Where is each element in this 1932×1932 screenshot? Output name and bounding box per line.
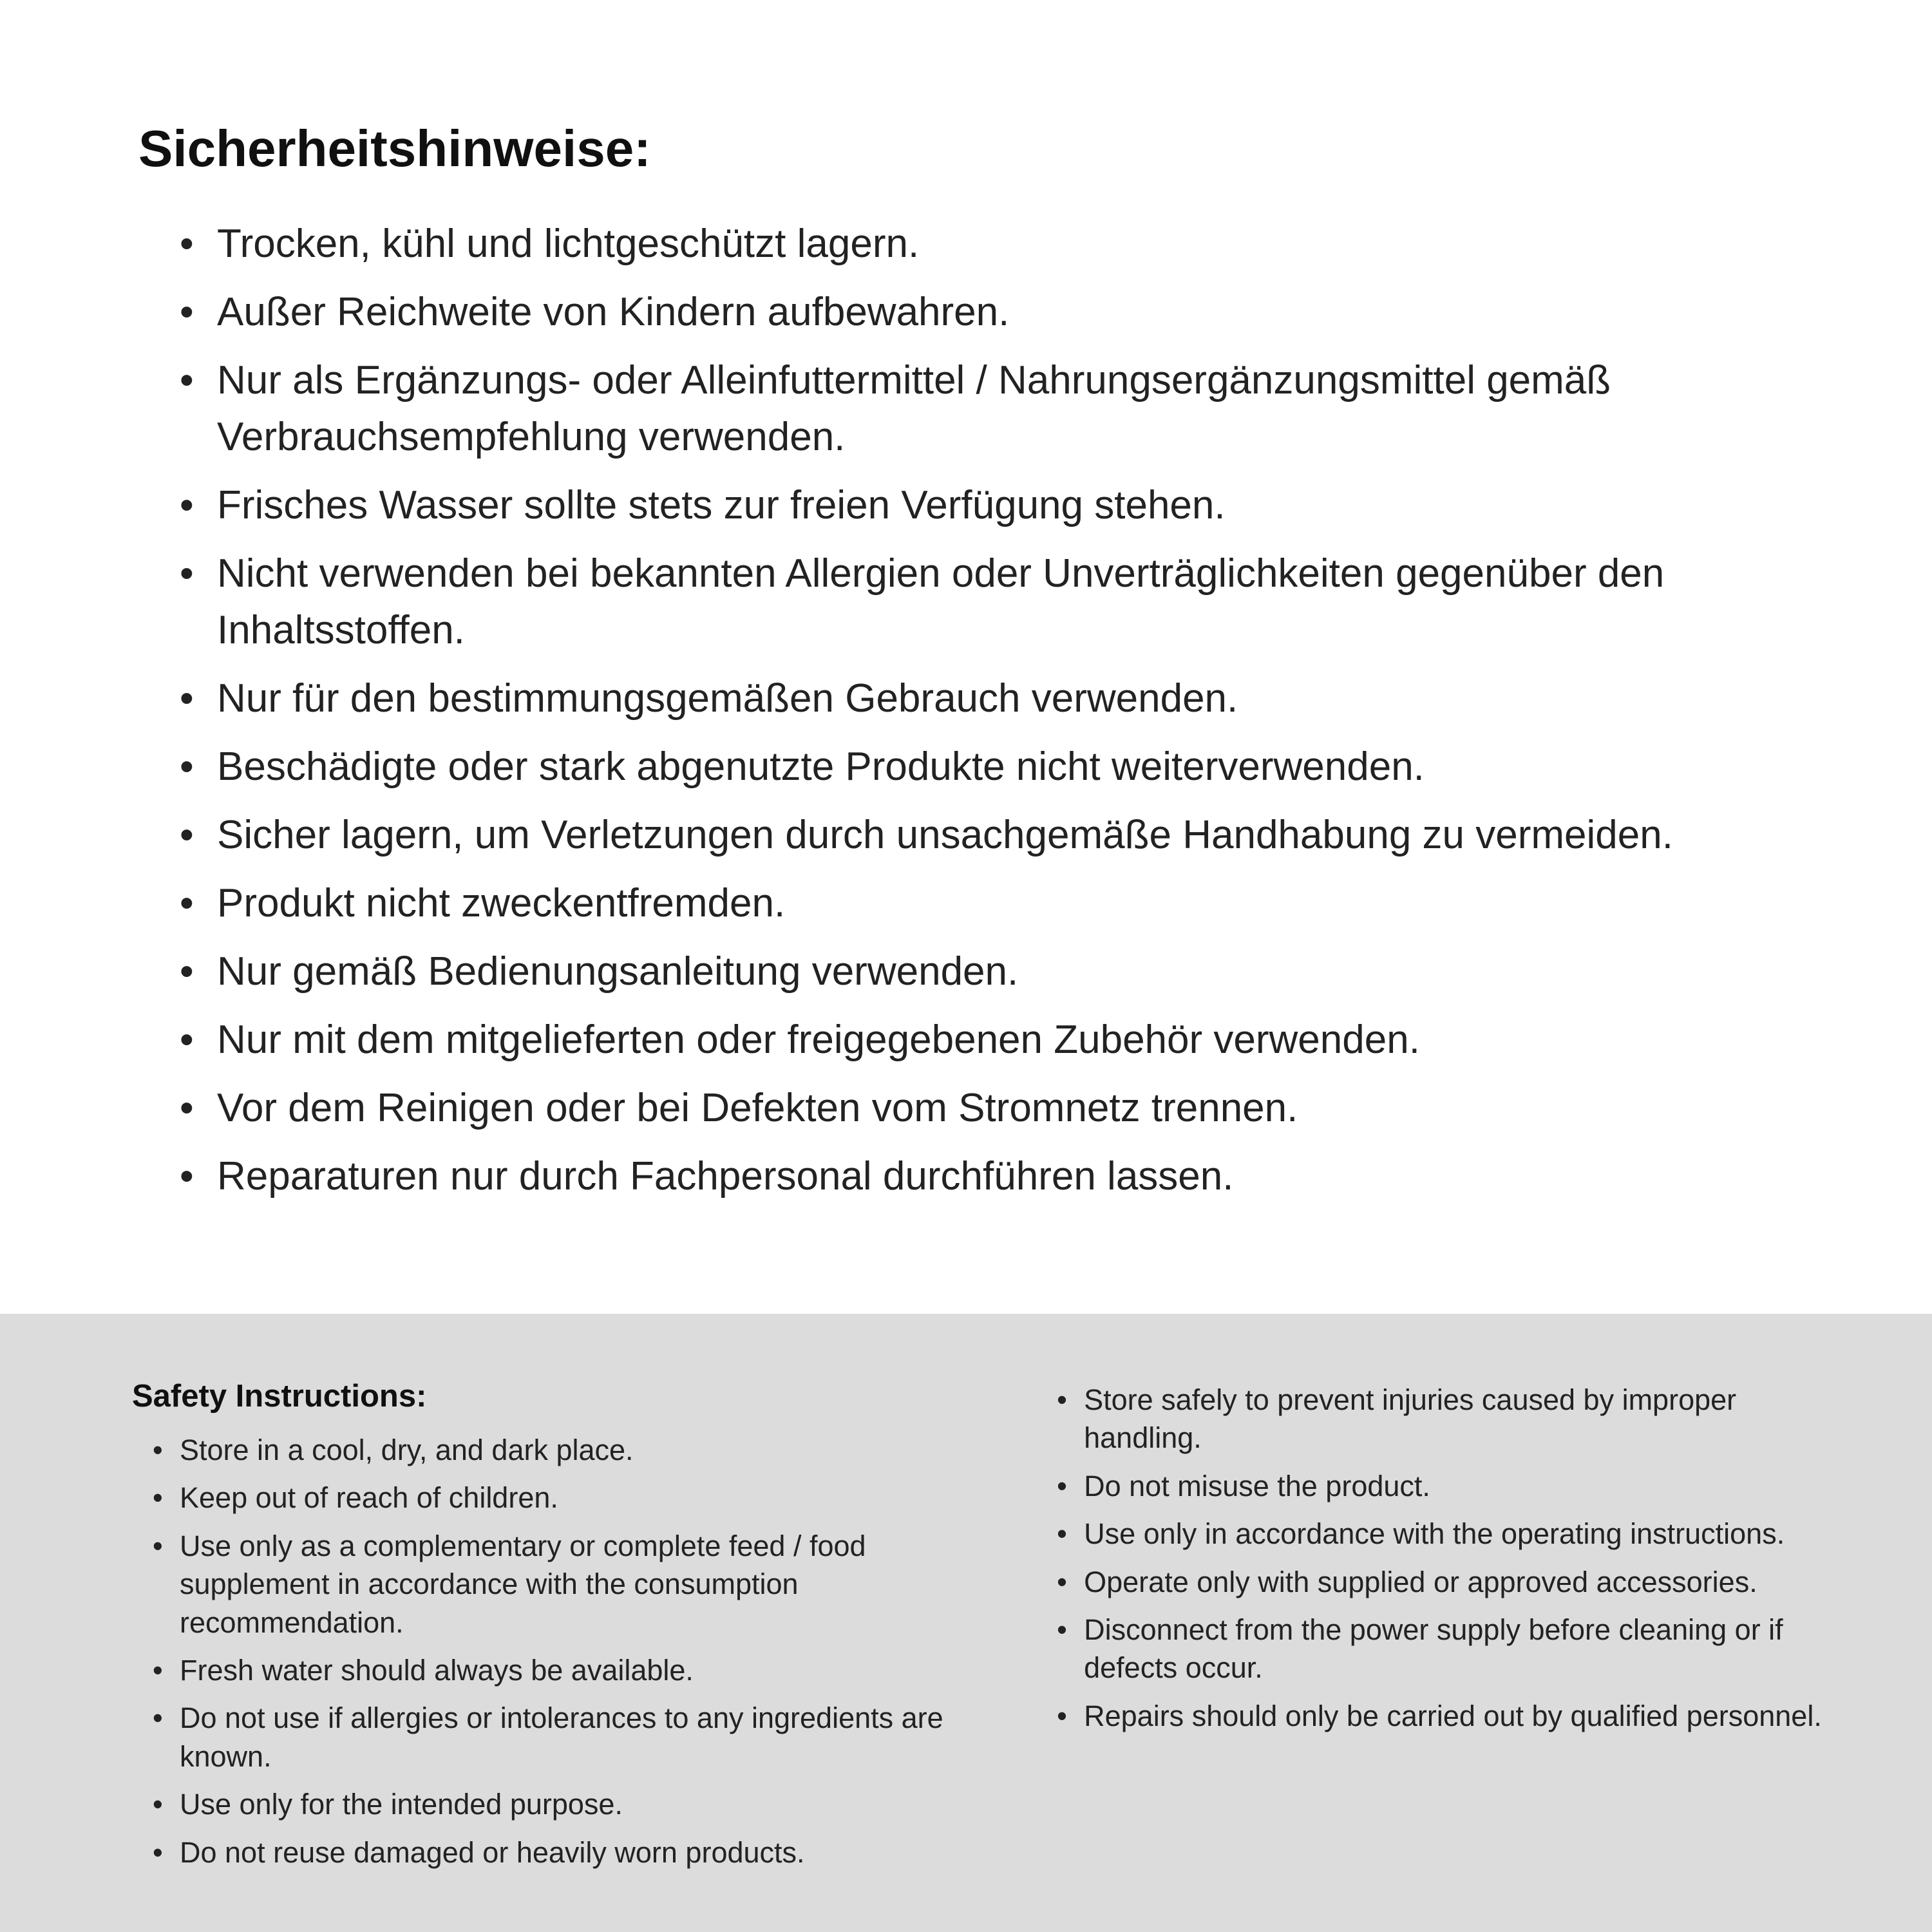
safety-item: • Keep out of reach of children.: [151, 1479, 969, 1517]
safety-item: • Nicht verwenden bei bekannten Allergien oder Unverträglichkeiten gegenüber den Inhaltsstoffen.: [176, 545, 1745, 659]
safety-item: • Fresh water should always be available.: [151, 1651, 969, 1689]
safety-item: • Reparaturen nur durch Fachpersonal durchführen lassen.: [176, 1148, 1745, 1205]
english-right-column: [1056, 1378, 1823, 1881]
safety-item: • Do not use if allergies or intolerances to any ingredients are known.: [151, 1699, 969, 1776]
safety-item: • Produkt nicht zweckentfremden.: [176, 875, 1745, 932]
safety-item: • Use only in accordance with the operating instructions.: [1056, 1515, 1823, 1553]
safety-item: • Do not reuse damaged or heavily worn products.: [151, 1833, 969, 1871]
safety-item: • Use only as a complementary or complete feed / food supplement in accordance with the consumption recommendation.: [151, 1527, 969, 1642]
safety-item: • Frisches Wasser sollte stets zur freien Verfügung stehen.: [176, 477, 1745, 534]
german-section-title: Sicherheitshinweise:: [138, 120, 651, 177]
english-columns: [132, 1378, 1823, 1881]
english-safety-list-right: [1056, 1381, 1823, 1735]
safety-item: • Vor dem Reinigen oder bei Defekten vom Stromnetz trennen.: [176, 1080, 1745, 1137]
safety-item: • Operate only with supplied or approved accessories.: [1056, 1563, 1823, 1601]
english-section-title: Safety Instructions:: [132, 1379, 427, 1414]
german-safety-list: [138, 216, 1745, 1205]
safety-item: • Use only for the intended purpose.: [151, 1785, 969, 1823]
safety-item: • Nur für den bestimmungsgemäßen Gebrauch verwenden.: [176, 670, 1745, 727]
safety-item: • Store safely to prevent injuries caused by improper handling.: [1056, 1381, 1823, 1457]
english-left-column: [132, 1378, 969, 1881]
english-safety-list-left: [132, 1431, 969, 1871]
safety-item: • Nur mit dem mitgelieferten oder freigegebenen Zubehör verwenden.: [176, 1012, 1745, 1068]
safety-item: • Do not misuse the product.: [1056, 1467, 1823, 1505]
safety-item: • Nur gemäß Bedienungsanleitung verwenden.: [176, 943, 1745, 1000]
safety-item: • Außer Reichweite von Kindern aufbewahren.: [176, 284, 1745, 341]
safety-item: • Store in a cool, dry, and dark place.: [151, 1431, 969, 1469]
safety-item: • Beschädigte oder stark abgenutzte Produkte nicht weiterverwenden.: [176, 739, 1745, 795]
safety-item: • Repairs should only be carried out by qualified personnel.: [1056, 1697, 1823, 1735]
safety-item: • Sicher lagern, um Verletzungen durch unsachgemäße Handhabung zu vermeiden.: [176, 807, 1745, 864]
safety-item: • Nur als Ergänzungs- oder Alleinfuttermittel / Nahrungsergänzungsmittel gemäß Verbrauchsempfehlung verwenden.: [176, 352, 1745, 466]
safety-item: • Trocken, kühl und lichtgeschützt lagern.: [176, 216, 1745, 272]
english-safety-section: [0, 1314, 1932, 1932]
safety-item: • Disconnect from the power supply before cleaning or if defects occur.: [1056, 1611, 1823, 1687]
